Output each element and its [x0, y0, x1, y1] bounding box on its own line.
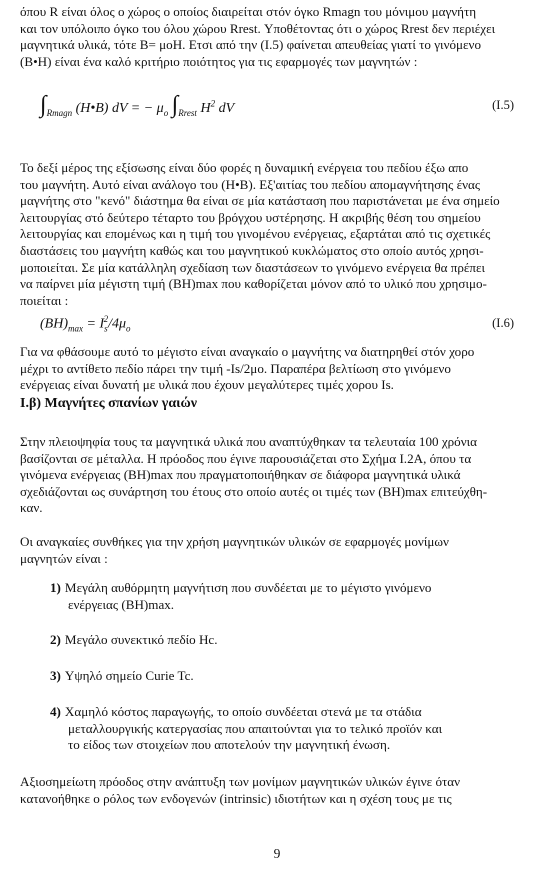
- text-line: του μαγνήτη. Αυτό είναι ανάλογο του (Η•Β). Εξ'αιτίας του πεδίου απομαγνήτησης ένας: [20, 176, 481, 192]
- equation-mid: = I: [83, 316, 105, 332]
- text-line: ενέργειας είναι δυνατή με υλικά που έχουν μεγαλύτερες τιμές χορου Is.: [20, 377, 394, 393]
- intro-paragraph: [20, 4, 538, 70]
- list-number: 3): [50, 668, 61, 683]
- text-line: Το δεξί μέρος της εξίσωσης είναι δύο φορές η δυναμική ενέργεια του πεδίου έξω απο: [20, 160, 469, 175]
- list-number: 1): [50, 580, 61, 595]
- maximum-paragraph: [20, 344, 538, 394]
- text-line: όπου R είναι όλος ο χώρος ο οποίος διαιρείται στόν όγκο Rmagn του μόνιμου μαγνήτη: [20, 4, 477, 19]
- list-item: [50, 704, 520, 754]
- mu-subscript: o: [163, 107, 169, 118]
- list-text: Μεγάλη αυθόρμητη μαγνήτιση που συνδέεται με το μέγιστο γινόμενο: [64, 580, 432, 595]
- integral-sign: ∫: [171, 92, 179, 118]
- list-text: ενέργειας (ΒΗ)max.: [68, 596, 175, 612]
- text-line: διαστάσεις του μαγνήτη καθώς και του μαγνητικού κυκλώματος στο οποίο αυτός χρησι-: [20, 242, 484, 258]
- list-text: Μεγάλο συνεκτικό πεδίο Hc.: [64, 632, 218, 647]
- list-text: το είδος των στοιχείων που αποτελούν την μαγνητική ένωση.: [68, 737, 391, 753]
- exponent: 2: [103, 314, 109, 324]
- section-heading: Ι.β) Μαγνήτες σπανίων γαιών: [20, 396, 197, 411]
- mu-subscript: o: [126, 323, 131, 334]
- text-line: Οι αναγκαίες συνθήκες για την χρήση μαγνητικών υλικών σε εφαρμογές μονίμων: [20, 534, 449, 549]
- equation-number: (Ι.5): [492, 98, 514, 112]
- text-line: να παίρνει μία μέγιστη τιμή (ΒΗ)max που καθορίζεται μόνον από το υλικό που χρησιμο-: [20, 276, 487, 292]
- list-text: Χαμηλό κόστος παραγωγής, το οποίο συνδέεται στενά με τα στάδια: [64, 704, 422, 719]
- text-line: μαγνητών είναι :: [20, 550, 108, 566]
- text-line: γινόμενα ενέργειας (ΒΗ)max που πραγματοποιήθηκαν σε διάφορα μαγνητικά υλικά: [20, 467, 461, 483]
- list-text: μεταλλουργικής κατεργασίας που απαιτούνται για το τελικό προϊόν και: [68, 720, 443, 736]
- list-item: [50, 580, 520, 613]
- text-line: ποιείται :: [20, 292, 69, 308]
- text-line: μαγνητικά υλικά, τότε Β= μοΗ. Ετσι από την (Ι.5) φαίνεται απευθείας γιατί το γινόμενο: [20, 37, 482, 53]
- max-subscript: max: [68, 323, 83, 334]
- rare-earth-paragraph: [20, 434, 538, 517]
- exponent: 2: [210, 98, 216, 109]
- list-number: 4): [50, 704, 61, 719]
- equation-1-5: [40, 92, 234, 119]
- text-line: Για να φθάσουμε αυτό το μέγιστο είναι αναγκαίο ο μαγνήτης να διατηρηθεί στόν χορο: [20, 344, 475, 359]
- progress-paragraph: [20, 774, 538, 807]
- text-line: καν.: [20, 500, 43, 516]
- conditions-paragraph: [20, 534, 538, 567]
- list-item: [50, 632, 520, 649]
- text-line: λειτουργίας και επομένως και η τιμή του γινομένου ενέργειας, εξαρτάται από τις σχετικές: [20, 226, 491, 242]
- integral-sign: ∫: [40, 92, 47, 118]
- text-line: λειτουργίας στό δεύτερο τέταρτο του βρόγχου υστέρησης. Η ακριβής θέση του σημείου: [20, 209, 481, 225]
- text-line: και τον υπόλοιπο όγκο του όλου χώρου Rrest. Υποθέτοντας ότι ο χώρος Rrest δεν περιέχει: [20, 20, 496, 36]
- equation-tail: /4μ: [108, 316, 127, 332]
- list-number: 2): [50, 632, 61, 647]
- is-subscript: s: [104, 323, 108, 334]
- text-line: μοποιείται. Σε μία κατάλληλη σχεδίαση των διαστάσεων το γινόμενο ενέργεια θα πρέπει: [20, 259, 486, 275]
- equation-rhs-tail: dV: [215, 101, 235, 116]
- equation-number: (Ι.6): [492, 316, 514, 330]
- integral-domain: Rmagn: [46, 107, 73, 118]
- text-line: (Β•Η) είναι ένα καλό κριτήριο ποιότητος για τις εφαρμογές των μαγνητών :: [20, 53, 418, 69]
- text-line: Αξιοσημείωτη πρόοδος στην ανάπτυξη των μονίμων μαγνητικών υλικών έγινε όταν: [20, 774, 461, 789]
- page-number: 9: [273, 846, 281, 861]
- text-line: σχεδιάζονται ως συνάρτηση του έτους στο οποίο αυτές οι τιμές των (ΒΗ)max επιτεύχθη-: [20, 483, 488, 499]
- equation-lhs: (BH): [40, 316, 68, 332]
- equation-rhs: H: [200, 101, 211, 116]
- equation-1-6: [40, 314, 131, 333]
- integral-domain: Rrest: [178, 107, 197, 118]
- explanation-paragraph: [20, 160, 538, 309]
- list-item: [50, 668, 520, 685]
- text-line: μαγνήτης στο "κενό" διάστημα θα είναι σε μία κατάσταση που παριστάνεται με ένα σημείο: [20, 193, 500, 209]
- equation-lhs: (H•B) dV = − μ: [75, 101, 164, 116]
- text-line: Στην πλειοψηφία τους τα μαγνητικά υλικά που αναπτύχθηκαν τα τελευταία 100 χρόνια: [20, 434, 478, 449]
- text-line: κατανοήθηκε ο ρόλος των ενδογενών (intrinsic) ιδιοτήτων και η σχέση τους με τις: [20, 790, 452, 806]
- list-text: Υψηλό σημείο Curie Tc.: [64, 668, 194, 683]
- text-line: βασίζονται σε μέταλλα. Η πρόοδος που έγινε παρουσιάζεται στο Σχήμα Ι.2Α, όπου τα: [20, 450, 472, 466]
- text-line: μέχρι το αντίθετο πεδίο πάρει την τιμή -Is/2μο. Παραπέρα βελτίωση στο γινόμενο: [20, 360, 451, 376]
